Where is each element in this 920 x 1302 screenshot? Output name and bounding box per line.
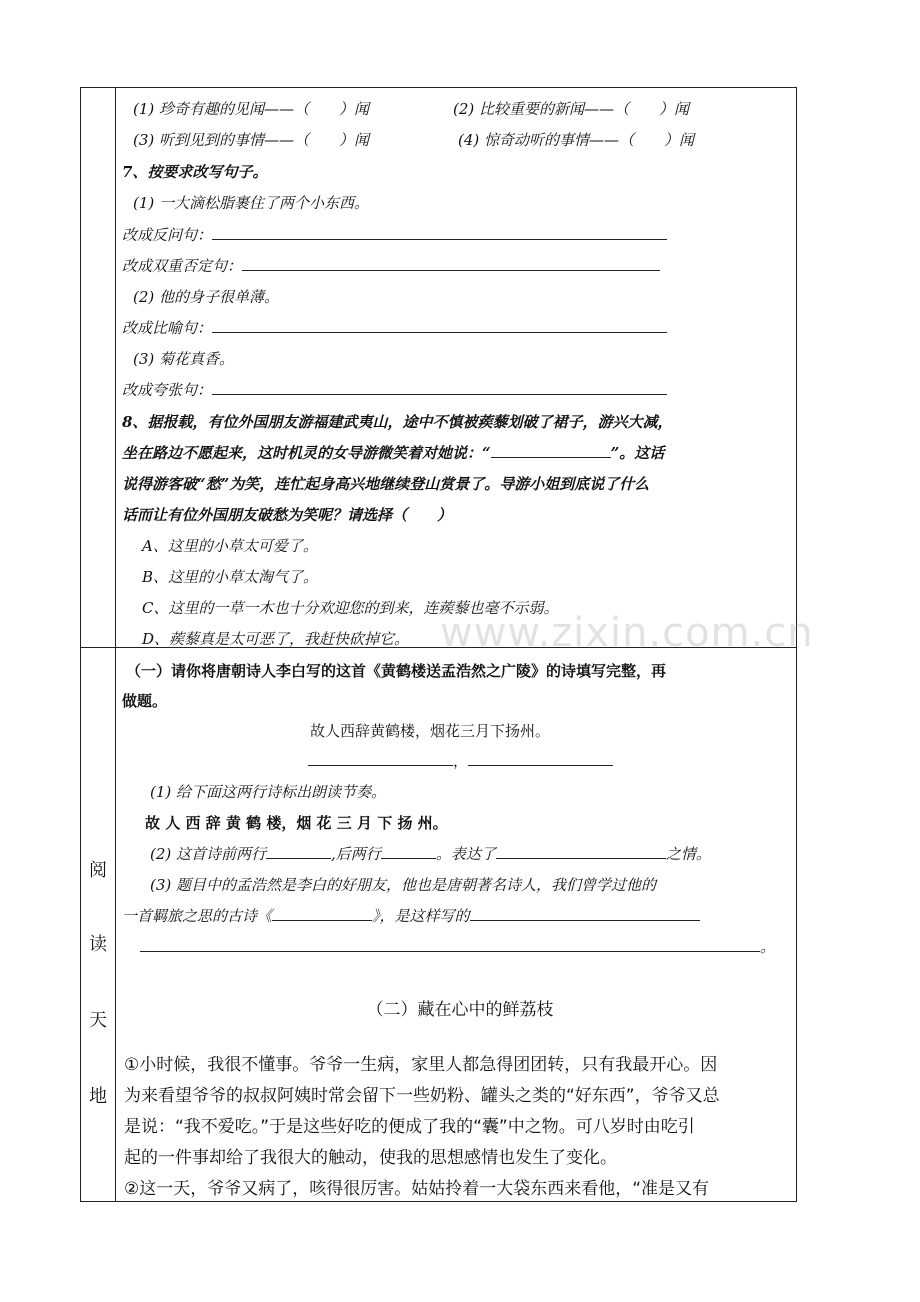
answer-blank[interactable]	[212, 318, 667, 333]
q8-text: 坐在路边不愿起来，这时机灵的女导游微笑着对她说：“ ”。这话	[122, 444, 665, 462]
answer-blank[interactable]	[140, 937, 760, 952]
paragraph-line: ①小时候，我很不懂事。爷爷一生病，家里人都急得团团转，只有我最开心。因	[124, 1055, 718, 1075]
reading1-q1-line: 故 人 西 辞 黄 鹤 楼，烟 花 三 月 下 扬 州。	[145, 814, 448, 832]
q7-rewrite-label: 改成双重否定句：	[122, 255, 660, 276]
q7-title: 7、按要求改写句子。	[122, 163, 268, 181]
paragraph-line: ②这一天，爷爷又病了，咳得很厉害。姑姑拎着一大袋东西来看他，“准是又有	[124, 1179, 710, 1199]
answer-blank[interactable]	[308, 751, 453, 766]
q7-rewrite-label: 改成反问句：	[122, 224, 667, 245]
q6-option: (2) 比较重要的新闻——（ ）闻	[453, 100, 690, 118]
answer-blank[interactable]	[496, 844, 666, 859]
side-label-char: 地	[89, 1086, 107, 1107]
q8-text: 说得游客破“愁”为笑，连忙起身高兴地继续登山赏景了。导游小姐到底说了什么	[122, 475, 650, 493]
q8-option: C、这里的一草一木也十分欢迎您的到来，连蒺藜也毫不示弱。	[142, 599, 559, 617]
reading1-q3-line: 。	[140, 936, 775, 957]
watermark: www.zixin.com.cn	[440, 610, 814, 656]
side-label-char: 读	[89, 934, 107, 955]
answer-blank[interactable]	[470, 906, 700, 921]
answer-blank[interactable]	[491, 443, 611, 458]
answer-blank[interactable]	[266, 844, 331, 859]
q7-sentence-3: (3) 菊花真香。	[133, 350, 235, 368]
reading1-q1: (1) 给下面这两行诗标出朗读节奏。	[150, 783, 387, 801]
paragraph-line: 为来看望爷爷的叔叔阿姨时常会留下一些奶粉、罐头之类的“好东西”，爷爷又总	[124, 1086, 720, 1106]
side-label-char: 阅	[89, 860, 107, 881]
q6-option: (1) 珍奇有趣的见闻——（ ）闻	[133, 100, 370, 118]
poem-blank-line: ，	[308, 750, 613, 771]
poem-line: 故人西辞黄鹤楼，烟花三月下扬州。	[310, 722, 551, 740]
q8-text: 8、据报载，有位外国朋友游福建武夷山，途中不慎被蒺藜划破了裙子，游兴大减，	[122, 413, 673, 431]
q8-option: B、这里的小草太淘气了。	[142, 568, 319, 586]
q7-rewrite-label: 改成比喻句：	[122, 317, 667, 338]
q7-rewrite-label: 改成夸张句：	[122, 379, 667, 400]
reading1-q2: (2) 这首诗前两行 ,后两行 。表达了 之情。	[150, 845, 711, 863]
reading2-paragraph-1	[122, 1050, 794, 1205]
reading1-intro: （一）请你将唐朝诗人李白写的这首《黄鹤楼送孟浩然之广陵》的诗填写完整，再	[126, 662, 667, 680]
side-label-char: 天	[89, 1010, 107, 1031]
paragraph-line: 起的一件事却给了我很大的触动，使我的思想感情也发生了变化。	[124, 1148, 617, 1168]
answer-blank[interactable]	[242, 256, 660, 271]
answer-blank[interactable]	[468, 751, 613, 766]
reading1-q3: 一首羁旅之思的古诗《 》，是这样写的	[122, 905, 700, 926]
q8-text: 话而让有位外国朋友破愁为笑呢？请选择（ ）	[122, 506, 453, 524]
q7-sentence-1: (1) 一大滴松脂裹住了两个小东西。	[133, 194, 370, 212]
q6-option: (4) 惊奇动听的事情——（ ）闻	[458, 131, 695, 149]
answer-blank[interactable]	[212, 380, 667, 395]
reading2-title: （二）藏在心中的鲜荔枝	[366, 1000, 554, 1020]
q6-option: (3) 听到见到的事情——（ ）闻	[133, 131, 370, 149]
reading1-intro: 做题。	[122, 692, 168, 710]
answer-blank[interactable]	[212, 225, 667, 240]
answer-blank[interactable]	[381, 844, 436, 859]
q8-option: D、蒺藜真是太可恶了，我赶快砍掉它。	[142, 630, 410, 648]
q8-option: A、这里的小草太可爱了。	[142, 537, 318, 555]
answer-blank[interactable]	[272, 906, 372, 921]
q7-sentence-2: (2) 他的身子很单薄。	[133, 288, 280, 306]
paragraph-line: 是说：“我不爱吃。”于是这些好吃的便成了我的“囊”中之物。可八岁时由吃引	[124, 1117, 695, 1137]
reading1-q3: (3) 题目中的孟浩然是李白的好朋友，他也是唐朝著名诗人，我们曾学过他的	[150, 876, 657, 894]
column-divider	[115, 88, 116, 1201]
